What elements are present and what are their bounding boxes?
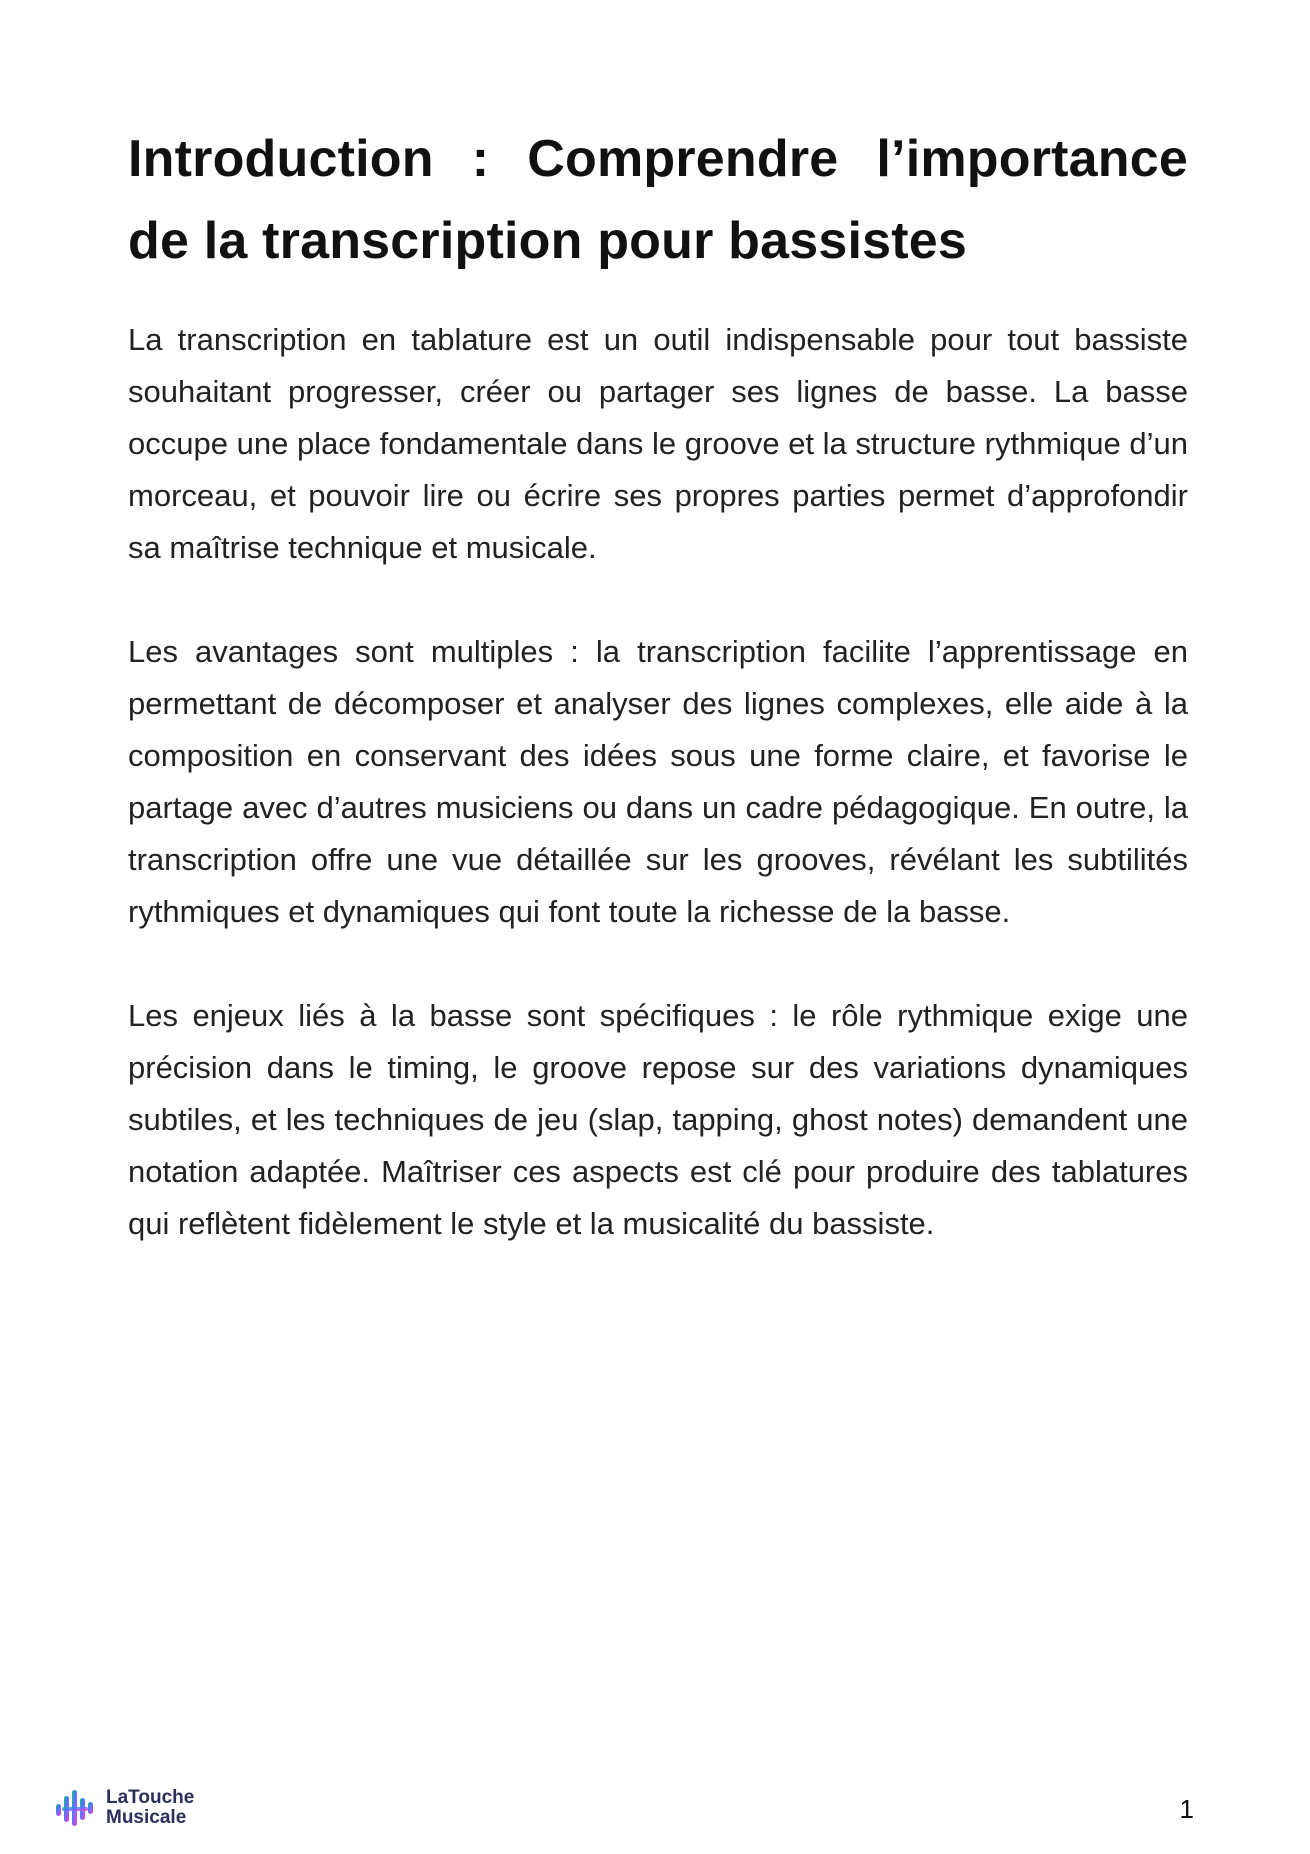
latouche-musicale-logo-icon [54,1788,96,1828]
brand-name-line2: Musicale [106,1807,187,1828]
brand-name-line1: LaTouche [106,1787,195,1808]
paragraph-intro: La transcription en tablature est un outil indispensable pour tout bassiste souhaitant progresser, créer ou partager ses lignes de basse. La basse occupe une place fondamentale dans le groove et la structure rythmique d’un morceau, et pouvoir lire ou écrire ses propres parties permet d’approfondir sa maîtrise technique et musicale. [128,322,1188,565]
paragraph-advantages: Les avantages sont multiples : la transcription facilite l’apprentissage en permettant de décomposer et analyser des lignes complexes, elle aide à la composition en conservant des idées sous une forme claire, et favorise le partage avec d’autres musiciens ou dans un cadre pédagogique. En outre, la transcription offre une vue détaillée sur les grooves, révélant les subtilités rythmiques et dynamiques qui font toute la richesse de la basse. [128,634,1188,929]
brand-name [106,1788,194,1828]
paragraph-challenges: Les enjeux liés à la basse sont spécifiques : le rôle rythmique exige une précision dans le timing, le groove repose sur des variations dynamiques subtiles, et les techniques de jeu (slap, tapping, ghost notes) demandent une notation adaptée. Maîtriser ces aspects est clé pour produire des tablatures qui reflètent fidèlement le style et la musicalité du bassiste. [128,998,1188,1241]
page-number: 1 [1179,1794,1194,1824]
page-content [128,118,1188,1250]
brand-logo [54,1788,194,1828]
page-title: Introduction : Comprendre l’importance de la transcription pour bassistes [128,130,1188,270]
